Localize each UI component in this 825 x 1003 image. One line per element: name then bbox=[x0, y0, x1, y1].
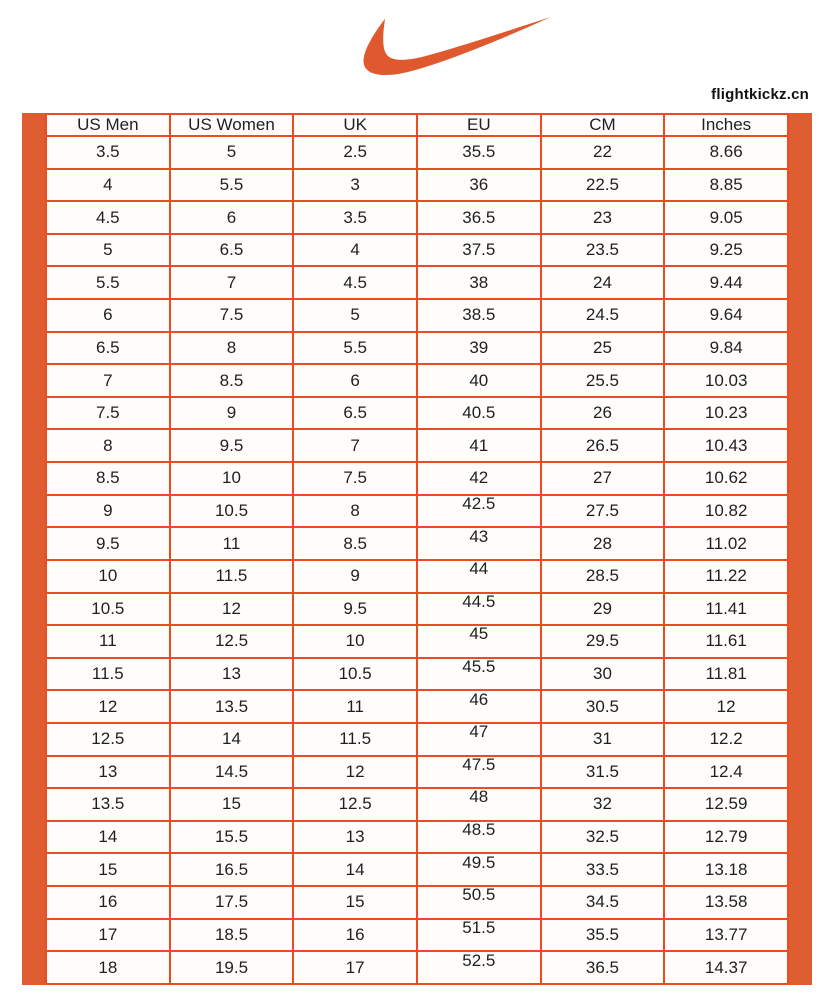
table-cell: 42.5 bbox=[417, 495, 541, 528]
table-cell: 13.18 bbox=[664, 853, 788, 886]
table-cell: 8.66 bbox=[664, 136, 788, 169]
table-cell: 43 bbox=[417, 527, 541, 560]
table-cell: 12.5 bbox=[170, 625, 294, 658]
column-header: Inches bbox=[664, 114, 788, 136]
table-cell: 14.37 bbox=[664, 951, 788, 984]
table-cell: 4.5 bbox=[46, 201, 170, 234]
size-chart-table bbox=[45, 113, 789, 985]
table-cell: 28.5 bbox=[541, 560, 665, 593]
nike-swoosh-logo bbox=[338, 14, 552, 86]
table-cell: 8.5 bbox=[293, 527, 417, 560]
table-cell: 36.5 bbox=[541, 951, 665, 984]
table-cell: 12.5 bbox=[46, 723, 170, 756]
table-cell: 6.5 bbox=[46, 332, 170, 365]
table-cell: 45.5 bbox=[417, 658, 541, 691]
table-cell: 48 bbox=[417, 788, 541, 821]
table-cell: 12 bbox=[664, 690, 788, 723]
table-cell: 12.2 bbox=[664, 723, 788, 756]
table-row bbox=[46, 853, 788, 886]
table-cell: 47.5 bbox=[417, 756, 541, 789]
table-cell: 10.62 bbox=[664, 462, 788, 495]
table-cell: 8.5 bbox=[170, 364, 294, 397]
table-row bbox=[46, 593, 788, 626]
table-cell: 6 bbox=[170, 201, 294, 234]
table-cell: 4 bbox=[46, 169, 170, 202]
table-row bbox=[46, 201, 788, 234]
table-row bbox=[46, 756, 788, 789]
table-cell: 12.59 bbox=[664, 788, 788, 821]
table-cell: 6.5 bbox=[293, 397, 417, 430]
table-cell: 35.5 bbox=[541, 919, 665, 952]
column-header: CM bbox=[541, 114, 665, 136]
table-cell: 46 bbox=[417, 690, 541, 723]
table-cell: 17 bbox=[46, 919, 170, 952]
table-row bbox=[46, 658, 788, 691]
table-cell: 23.5 bbox=[541, 234, 665, 267]
table-cell: 15 bbox=[46, 853, 170, 886]
table-cell: 9.44 bbox=[664, 266, 788, 299]
table-cell: 9.84 bbox=[664, 332, 788, 365]
table-cell: 3.5 bbox=[293, 201, 417, 234]
table-cell: 10.5 bbox=[46, 593, 170, 626]
table-cell: 11 bbox=[46, 625, 170, 658]
table-row bbox=[46, 299, 788, 332]
table-cell: 10.5 bbox=[293, 658, 417, 691]
table-cell: 6.5 bbox=[170, 234, 294, 267]
column-header: UK bbox=[293, 114, 417, 136]
table-cell: 7 bbox=[46, 364, 170, 397]
table-cell: 4.5 bbox=[293, 266, 417, 299]
table-cell: 5 bbox=[293, 299, 417, 332]
table-cell: 29 bbox=[541, 593, 665, 626]
table-cell: 7 bbox=[170, 266, 294, 299]
table-row bbox=[46, 560, 788, 593]
table-cell: 19.5 bbox=[170, 951, 294, 984]
table-row bbox=[46, 266, 788, 299]
table-cell: 15 bbox=[293, 886, 417, 919]
table-row bbox=[46, 527, 788, 560]
table-cell: 10.23 bbox=[664, 397, 788, 430]
table-cell: 12.4 bbox=[664, 756, 788, 789]
size-chart-frame bbox=[22, 113, 812, 985]
table-cell: 11.02 bbox=[664, 527, 788, 560]
table-cell: 8 bbox=[46, 429, 170, 462]
table-cell: 5.5 bbox=[293, 332, 417, 365]
table-cell: 40.5 bbox=[417, 397, 541, 430]
table-cell: 10.43 bbox=[664, 429, 788, 462]
table-cell: 48.5 bbox=[417, 821, 541, 854]
table-cell: 26 bbox=[541, 397, 665, 430]
table-cell: 26.5 bbox=[541, 429, 665, 462]
table-row bbox=[46, 429, 788, 462]
table-cell: 31.5 bbox=[541, 756, 665, 789]
table-cell: 13 bbox=[170, 658, 294, 691]
table-cell: 9.5 bbox=[293, 593, 417, 626]
table-cell: 22.5 bbox=[541, 169, 665, 202]
table-cell: 16.5 bbox=[170, 853, 294, 886]
table-cell: 24 bbox=[541, 266, 665, 299]
column-header: US Women bbox=[170, 114, 294, 136]
column-header: US Men bbox=[46, 114, 170, 136]
table-cell: 36 bbox=[417, 169, 541, 202]
table-row bbox=[46, 723, 788, 756]
table-cell: 10 bbox=[46, 560, 170, 593]
table-cell: 38.5 bbox=[417, 299, 541, 332]
table-cell: 14.5 bbox=[170, 756, 294, 789]
table-cell: 35.5 bbox=[417, 136, 541, 169]
table-cell: 42 bbox=[417, 462, 541, 495]
table-cell: 18.5 bbox=[170, 919, 294, 952]
table-cell: 10.5 bbox=[170, 495, 294, 528]
table-cell: 28 bbox=[541, 527, 665, 560]
table-cell: 17.5 bbox=[170, 886, 294, 919]
left-accent-bar bbox=[22, 113, 45, 985]
table-cell: 13 bbox=[293, 821, 417, 854]
table-cell: 32 bbox=[541, 788, 665, 821]
table-row bbox=[46, 364, 788, 397]
table-cell: 44 bbox=[417, 560, 541, 593]
table-cell: 11.41 bbox=[664, 593, 788, 626]
column-header: EU bbox=[417, 114, 541, 136]
table-cell: 8.85 bbox=[664, 169, 788, 202]
table-cell: 32.5 bbox=[541, 821, 665, 854]
table-row bbox=[46, 169, 788, 202]
table-cell: 12.5 bbox=[293, 788, 417, 821]
table-row bbox=[46, 919, 788, 952]
table-cell: 39 bbox=[417, 332, 541, 365]
table-cell: 5 bbox=[46, 234, 170, 267]
table-cell: 3 bbox=[293, 169, 417, 202]
table-cell: 36.5 bbox=[417, 201, 541, 234]
table-cell: 11.5 bbox=[170, 560, 294, 593]
table-cell: 11 bbox=[170, 527, 294, 560]
table-cell: 27 bbox=[541, 462, 665, 495]
table-cell: 9.64 bbox=[664, 299, 788, 332]
table-cell: 16 bbox=[46, 886, 170, 919]
table-cell: 11.22 bbox=[664, 560, 788, 593]
table-cell: 13.58 bbox=[664, 886, 788, 919]
table-cell: 12 bbox=[170, 593, 294, 626]
table-cell: 30 bbox=[541, 658, 665, 691]
table-cell: 9 bbox=[46, 495, 170, 528]
header-row bbox=[46, 114, 788, 136]
nike-swoosh-icon bbox=[338, 14, 552, 86]
table-cell: 8.5 bbox=[46, 462, 170, 495]
table-cell: 7.5 bbox=[46, 397, 170, 430]
table-cell: 34.5 bbox=[541, 886, 665, 919]
table-row bbox=[46, 951, 788, 984]
table-cell: 12.79 bbox=[664, 821, 788, 854]
table-cell: 9 bbox=[293, 560, 417, 593]
table-cell: 11 bbox=[293, 690, 417, 723]
table-cell: 52.5 bbox=[417, 951, 541, 984]
table-row bbox=[46, 821, 788, 854]
table-cell: 15 bbox=[170, 788, 294, 821]
table-cell: 11.81 bbox=[664, 658, 788, 691]
table-cell: 22 bbox=[541, 136, 665, 169]
table-cell: 6 bbox=[293, 364, 417, 397]
table-cell: 45 bbox=[417, 625, 541, 658]
table-cell: 13.5 bbox=[46, 788, 170, 821]
table-cell: 17 bbox=[293, 951, 417, 984]
right-accent-bar bbox=[789, 113, 812, 985]
table-cell: 11.5 bbox=[293, 723, 417, 756]
table-cell: 30.5 bbox=[541, 690, 665, 723]
table-cell: 31 bbox=[541, 723, 665, 756]
table-cell: 9.5 bbox=[46, 527, 170, 560]
table-row bbox=[46, 234, 788, 267]
table-cell: 11.5 bbox=[46, 658, 170, 691]
size-table-body bbox=[46, 136, 788, 984]
table-cell: 10.82 bbox=[664, 495, 788, 528]
table-cell: 10 bbox=[170, 462, 294, 495]
table-cell: 24.5 bbox=[541, 299, 665, 332]
table-cell: 15.5 bbox=[170, 821, 294, 854]
table-cell: 7 bbox=[293, 429, 417, 462]
table-cell: 13.77 bbox=[664, 919, 788, 952]
table-cell: 3.5 bbox=[46, 136, 170, 169]
table-cell: 14 bbox=[170, 723, 294, 756]
table-cell: 12 bbox=[46, 690, 170, 723]
table-cell: 9.25 bbox=[664, 234, 788, 267]
table-cell: 10.03 bbox=[664, 364, 788, 397]
table-cell: 2.5 bbox=[293, 136, 417, 169]
table-cell: 4 bbox=[293, 234, 417, 267]
table-cell: 47 bbox=[417, 723, 541, 756]
table-cell: 5.5 bbox=[170, 169, 294, 202]
table-cell: 38 bbox=[417, 266, 541, 299]
table-row bbox=[46, 495, 788, 528]
table-cell: 50.5 bbox=[417, 886, 541, 919]
table-cell: 5.5 bbox=[46, 266, 170, 299]
table-cell: 25 bbox=[541, 332, 665, 365]
table-cell: 18 bbox=[46, 951, 170, 984]
table-cell: 5 bbox=[170, 136, 294, 169]
table-row bbox=[46, 136, 788, 169]
table-cell: 44.5 bbox=[417, 593, 541, 626]
table-cell: 29.5 bbox=[541, 625, 665, 658]
swoosh-shape bbox=[363, 17, 550, 75]
table-cell: 33.5 bbox=[541, 853, 665, 886]
table-cell: 9.5 bbox=[170, 429, 294, 462]
table-cell: 13.5 bbox=[170, 690, 294, 723]
table-cell: 16 bbox=[293, 919, 417, 952]
table-cell: 14 bbox=[46, 821, 170, 854]
size-chart-table-area bbox=[45, 113, 789, 985]
table-row bbox=[46, 690, 788, 723]
table-cell: 6 bbox=[46, 299, 170, 332]
table-cell: 37.5 bbox=[417, 234, 541, 267]
table-cell: 9 bbox=[170, 397, 294, 430]
table-row bbox=[46, 397, 788, 430]
table-row bbox=[46, 332, 788, 365]
table-cell: 23 bbox=[541, 201, 665, 234]
table-cell: 10 bbox=[293, 625, 417, 658]
table-cell: 7.5 bbox=[293, 462, 417, 495]
site-watermark: flightkickz.cn bbox=[711, 86, 809, 103]
table-row bbox=[46, 788, 788, 821]
table-cell: 25.5 bbox=[541, 364, 665, 397]
table-row bbox=[46, 462, 788, 495]
table-cell: 41 bbox=[417, 429, 541, 462]
table-cell: 11.61 bbox=[664, 625, 788, 658]
table-cell: 27.5 bbox=[541, 495, 665, 528]
table-row bbox=[46, 886, 788, 919]
table-cell: 40 bbox=[417, 364, 541, 397]
table-cell: 51.5 bbox=[417, 919, 541, 952]
table-cell: 14 bbox=[293, 853, 417, 886]
table-row bbox=[46, 625, 788, 658]
table-cell: 9.05 bbox=[664, 201, 788, 234]
table-cell: 8 bbox=[170, 332, 294, 365]
table-cell: 8 bbox=[293, 495, 417, 528]
table-cell: 12 bbox=[293, 756, 417, 789]
table-cell: 7.5 bbox=[170, 299, 294, 332]
table-cell: 13 bbox=[46, 756, 170, 789]
table-cell: 49.5 bbox=[417, 853, 541, 886]
